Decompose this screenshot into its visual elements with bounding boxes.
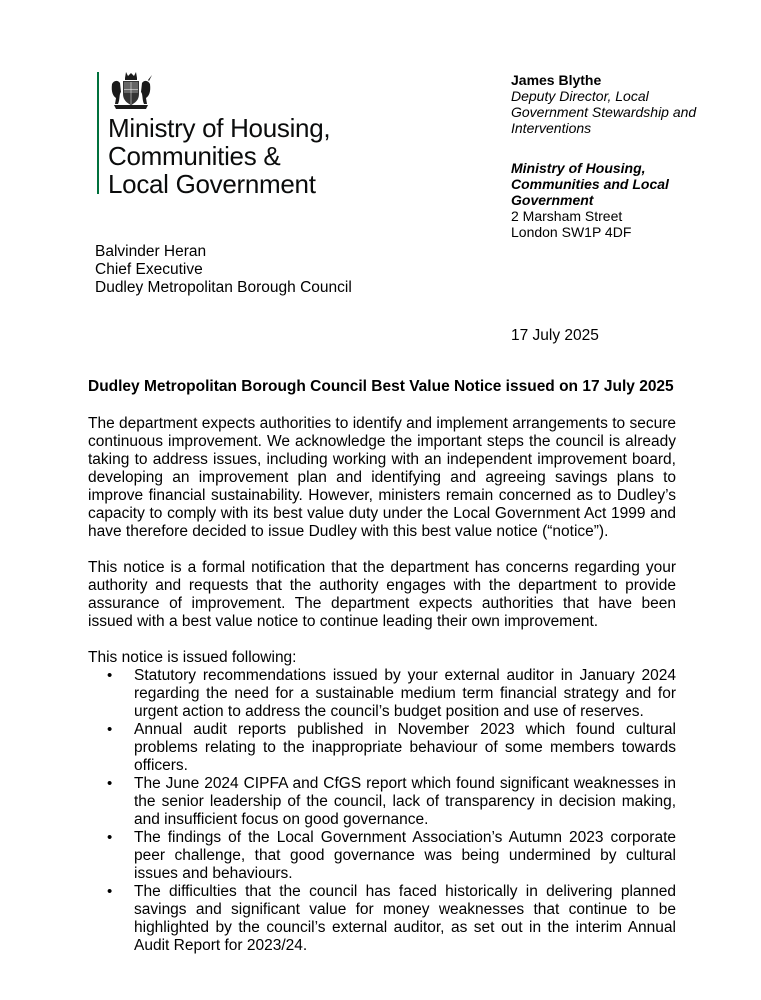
list-item-text: The findings of the Local Government Association’s Autumn 2023 corporate peer challenge, that good governance was being undermined by cultural issues and behaviours. <box>134 829 676 882</box>
list-item <box>107 775 676 829</box>
logo-rule <box>97 72 99 194</box>
logo-line: Ministry of Housing, <box>108 113 331 143</box>
recipient-name: Balvinder Heran <box>95 243 207 260</box>
body-paragraph: The department expects authorities to identify and implement arrangements to secure continuous improvement. We acknowledge the important steps the council is already taking to address issues, including working with an independent improvement board, developing an improvement plan and identifying and agreeing savings plans to improve financial sustainability. However, ministers remain concerned as to Dudley’s capacity to comply with its best value duty under the Local Government Act 1999 and have therefore decided to issue Dudley with this best value notice (“notice”). <box>88 415 676 540</box>
recipient-block <box>95 243 352 297</box>
letter-body <box>88 415 676 955</box>
bullet-icon: • <box>107 667 113 684</box>
list-item-text: Statutory recommendations issued by your external auditor in January 2024 regarding the need for a sustainable medium term financial strategy and for urgent action to address the council’s budget position and use of reserves. <box>134 667 676 720</box>
sender-org-line: Ministry of Housing, <box>511 160 646 176</box>
letter-heading: Dudley Metropolitan Borough Council Best Value Notice issued on 17 July 2025 <box>88 378 674 395</box>
sender-role-line: Deputy Director, Local <box>511 88 649 104</box>
sender-role-line: Government Stewardship and <box>511 104 697 120</box>
ministry-logo-text <box>108 114 330 198</box>
sender-address-line: 2 Marsham Street <box>511 208 623 224</box>
sender-block <box>511 72 751 240</box>
list-item <box>107 667 676 721</box>
sender-org-line: Communities and Local <box>511 176 669 192</box>
recipient-organisation: Dudley Metropolitan Borough Council <box>95 279 352 296</box>
recipient-title: Chief Executive <box>95 261 203 278</box>
list-intro: This notice is issued following: <box>88 649 297 666</box>
list-item <box>107 721 676 775</box>
bullet-icon: • <box>107 721 113 738</box>
logo-line: Communities & <box>108 141 281 171</box>
list-item-text: The June 2024 CIPFA and CfGS report which found significant weaknesses in the senior leadership of the council, lack of transparency in decision making, and insufficient focus on good governance. <box>134 775 676 828</box>
letter-date: 17 July 2025 <box>511 327 599 344</box>
bullet-icon: • <box>107 829 113 846</box>
sender-name: James Blythe <box>511 72 602 88</box>
bullet-icon: • <box>107 775 113 792</box>
list-item <box>107 883 676 955</box>
list-item-text: Annual audit reports published in November 2023 which found cultural problems relating to the inappropriate behaviour of some members towards officers. <box>134 721 676 774</box>
logo-line: Local Government <box>108 169 316 199</box>
sender-org-line: Government <box>511 192 594 208</box>
body-paragraph: This notice is a formal notification that the department has concerns regarding your authority and requests that the authority engages with the department to provide assurance of improvement. The department expects authorities that have been issued with a best value notice to continue leading their own improvement. <box>88 559 676 630</box>
list-item <box>107 829 676 883</box>
bullet-icon: • <box>107 883 113 900</box>
sender-address-line: London SW1P 4DF <box>511 224 632 240</box>
findings-list <box>88 667 676 955</box>
sender-role-line: Interventions <box>511 120 592 136</box>
list-item-text: The difficulties that the council has faced historically in delivering planned savings and significant value for money weaknesses that continue to be highlighted by the council’s external auditor, as set out in the interim Annual Audit Report for 2023/24. <box>134 883 676 954</box>
royal-coat-of-arms-icon <box>108 70 154 110</box>
